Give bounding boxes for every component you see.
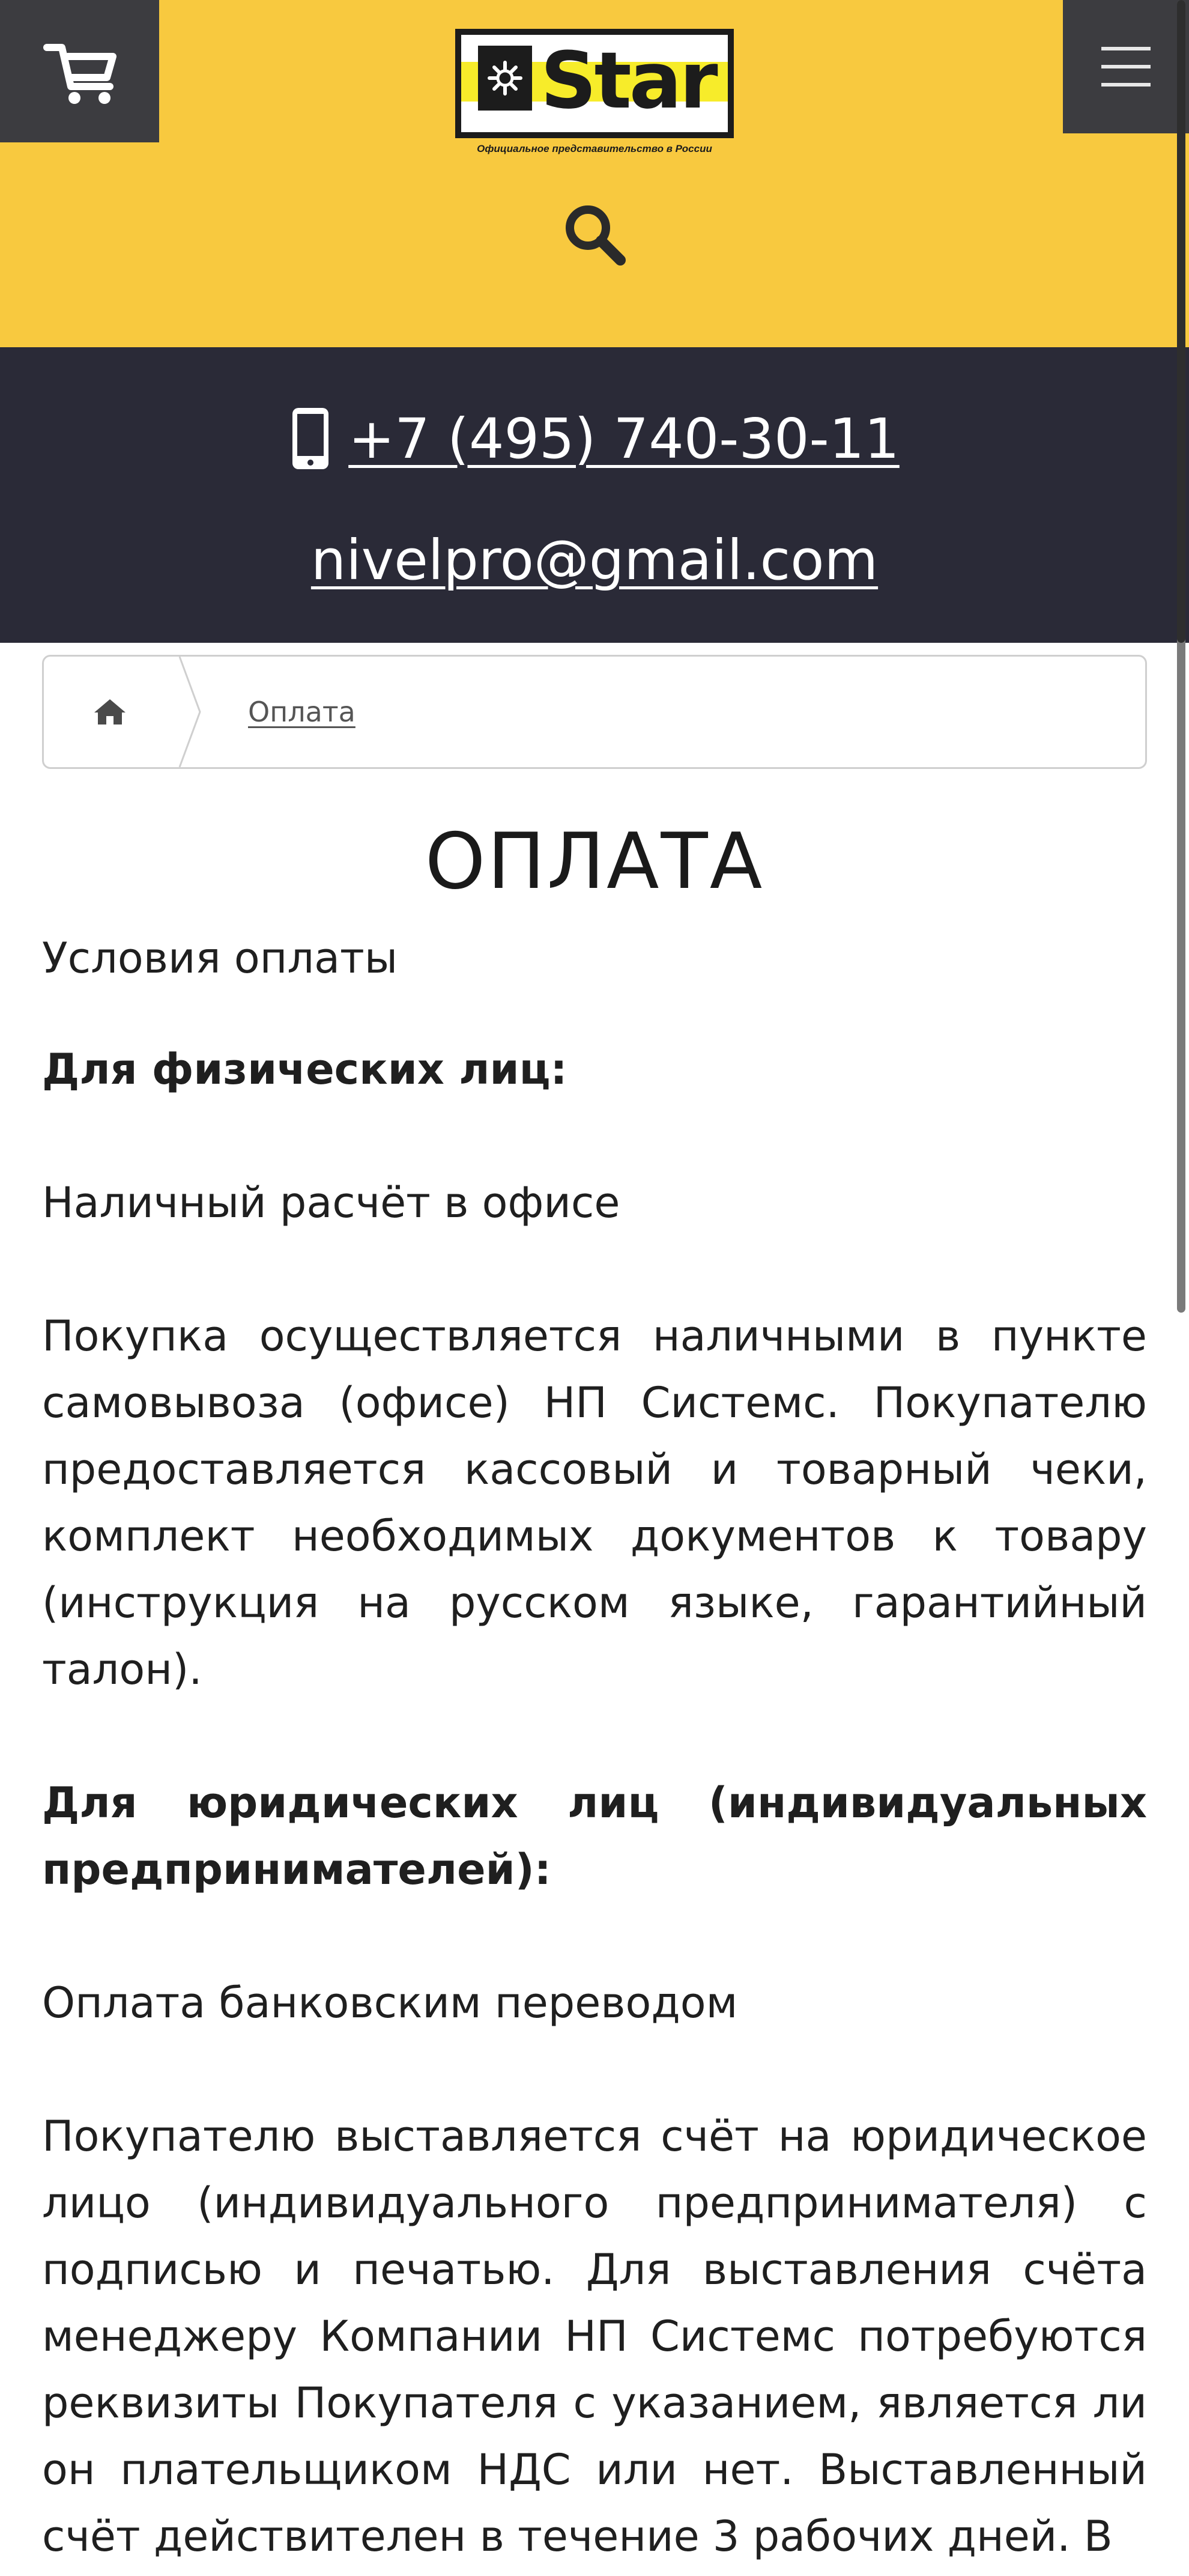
hamburger-menu-icon (1099, 43, 1153, 91)
logo-brand-text: Star (540, 35, 716, 126)
site-logo[interactable] (455, 29, 734, 160)
legal-entities-heading: Для юридических лиц (индивидуальных предпринимателей): (42, 1778, 1147, 1894)
bank-transfer-text: Покупателю выставляется счёт на юридическое лицо (индивидуального предпринимателя) с подписью и печатью. Для выставления счёта менеджеру Компании НП Системс потребуются реквизиты Покупателя с указанием, является ли он плательщиком НДС или нет. Выставленный счёт действителен в течение 3 рабочих дней. В (42, 2112, 1147, 2561)
logo-tagline: Официальное представительство в России (477, 143, 712, 154)
phone-link[interactable]: +7 (495) 740-30-11 (348, 406, 900, 471)
search-icon (561, 201, 628, 267)
breadcrumb-current[interactable]: Оплата (248, 696, 355, 728)
breadcrumb (42, 655, 1147, 769)
cart-icon (35, 35, 125, 108)
payment-conditions-heading: Условия оплаты (42, 934, 398, 983)
bank-transfer-heading: Оплата банковским переводом (42, 1978, 738, 2028)
cash-heading: Наличный расчёт в офисе (42, 1178, 620, 1227)
logo-mark (478, 46, 532, 111)
email-link[interactable]: nivelpro@gmail.com (310, 527, 879, 592)
cart-button[interactable] (0, 0, 159, 142)
page-title: ОПЛАТА (425, 817, 764, 907)
search-button[interactable] (558, 198, 631, 270)
logo-star-icon (478, 46, 532, 111)
page-scrollbar-thumb[interactable] (1177, 0, 1185, 643)
breadcrumb-home[interactable] (44, 657, 176, 767)
cash-text: Покупка осуществляется наличными в пункте самовывоза (офисе) НП Системс. Покупателю предоставляется кассовый и товарный чеки, комплект необходимых документов к товару (инструкция на русском языке, гарантийный талон). (42, 1311, 1147, 1694)
mobile-phone-icon (289, 405, 331, 472)
breadcrumb-separator (176, 657, 218, 767)
email-row (0, 518, 1189, 602)
individuals-heading: Для физических лиц: (42, 1045, 567, 1094)
menu-button[interactable] (1063, 0, 1189, 133)
phone-row (0, 396, 1189, 481)
home-icon (93, 697, 127, 727)
